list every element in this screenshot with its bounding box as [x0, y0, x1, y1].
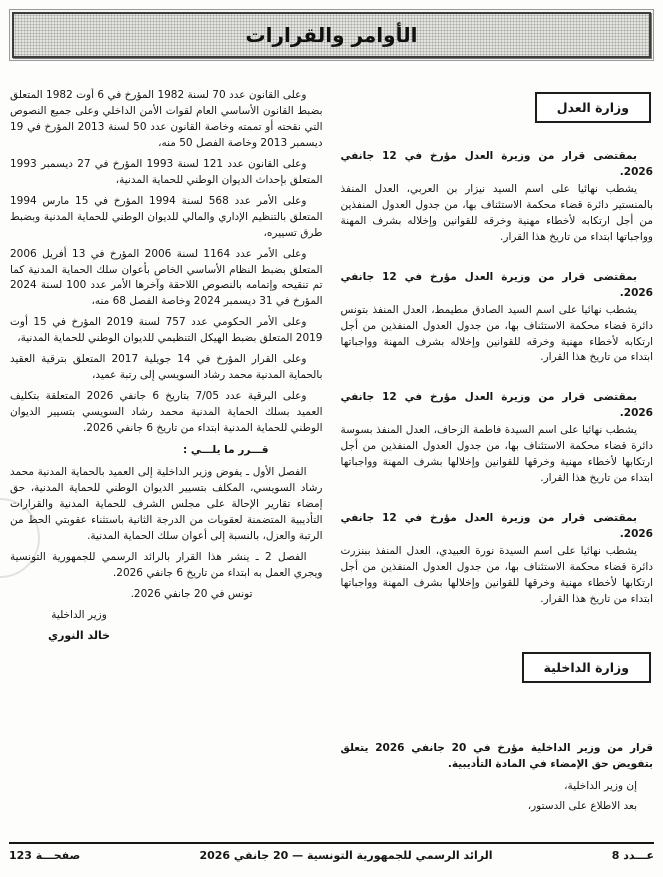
decree-body: يشطب نهائيا على اسم السيدة نورة العبيدي، العدل المنفذ ببنزرت دائرة قضاء محكمة الاستئناف بها، من جدول العدول المنفذين من أجل ارتكابها لأخطاء مهنية وخرقها للقوانين وإخلالها بشرف المهنة وواجباتها ابتداء من تاريخ هذا القرار.	[340, 545, 653, 605]
interior-preamble-line: بعد الاطلاع على الدستور،	[527, 799, 637, 812]
footer-publication-title: الرائد الرسمي للجمهورية التونسية — 20 جانفي 2026	[199, 849, 493, 862]
content-columns	[10, 88, 653, 833]
ministry-justice-box: وزارة العدل	[535, 92, 651, 123]
decree-heading: بمقتضى قرار من وزيرة العدل مؤرخ في 12 جانفي 2026.	[340, 512, 653, 541]
preamble-paragraph: وعلى القانون عدد 70 لسنة 1982 المؤرخ في 6 أوت 1982 المتعلق بضبط القانون الأساسي العام لقوات الأمن الداخلي وعلى جميع النصوص التي نقحته أو تممته وخاصة القانون عدد 50 لسنة 2013 المؤرخ في 19 ديسمبر 2013 وخاصة الفصل 50 منه،	[10, 89, 323, 149]
justice-decree-2	[341, 270, 654, 367]
decree-heading: بمقتضى قرار من وزيرة العدل مؤرخ في 12 جانفي 2026.	[340, 150, 653, 178]
article-body: يفوض وزير الداخلية إلى العميد بالحماية المدنية محمد رشاد السويسي، المكلف بتسيير الديوان الوطني للحماية المدنية، حق إمضاء تقارير الإحالة على مجلس الشرف للحماية المدنية والقرارات التأديبية المتضمنة لعقوبات من الدرجة الثانية باستثناء عقوبتي الحط من الرتبة والعزل، بالنسبة إلى أعوان سلك الحماية المدنية.	[10, 466, 323, 542]
footer-page-number: صفحـــة 123	[9, 849, 81, 862]
article-2	[10, 550, 323, 582]
signature-date-line: تونس في 20 جانفي 2026.	[130, 587, 253, 600]
footer-issue-number: عـــدد 8	[611, 849, 654, 862]
preamble-paragraph: وعلى الأمر الحكومي عدد 757 لسنة 2019 المؤرخ في 15 أوت 2019 المتعلق بضبط الهيكل التنظيمي للديوان الوطني للحماية المدنية،	[10, 316, 323, 345]
decree-body: يشطب نهائيا على اسم السيدة فاطمة الزحاف، العدل المنفذ بسوسة دائرة قضاء محكمة الاستئناف بها، من جدول العدول المنفذين من أجل ارتكابها لأخطاء مهنية وخرقها للقوانين وإخلالها بشرف المهنة وواجباتها ابتداء من تاريخ هذا القرار.	[340, 424, 653, 485]
preamble-paragraph: وعلى القرار المؤرخ في 14 جويلية 2017 المتعلق بترقية العقيد بالحماية المدنية محمد رشاد السويسي إلى رتبة عميد،	[10, 353, 323, 382]
banner-title: الأوامر والقرارات	[245, 23, 418, 47]
column-right	[341, 88, 654, 833]
article-body: ينشر هذا القرار بالرائد الرسمي للجمهورية التونسية ويجري العمل به ابتداء من تاريخ 6 جانفي 2026.	[10, 550, 323, 579]
section-banner-frame	[12, 12, 651, 58]
preamble-paragraph: وعلى البرقية عدد 7/05 بتاريخ 6 جانفي 2026 المتعلقة بتكليف العميد بسلك الحماية المدنية محمد رشاد السويسي بتسيير الديوان الوطني للحماية المدنية ابتداء من تاريخ 6 جانفي 2026.	[10, 390, 323, 435]
article-1	[10, 465, 323, 545]
decree-heading: بمقتضى قرار من وزيرة العدل مؤرخ في 12 جانفي 2026.	[340, 270, 653, 299]
signature-block	[10, 609, 323, 643]
preamble-paragraph: وعلى الأمر عدد 1164 لسنة 2006 المؤرخ في 13 أفريل 2006 المتعلق بضبط النظام الأساسي الخاص بأعوان سلك الحماية المدنية كما تم تنقيحه وإتمامه بالنصوص اللاحقة وآخرها الأمر عدد 100 لسنة 2024 المؤرخ في 31 ديسمبر 2024 وخاصة الفصل 68 منه،	[10, 247, 323, 308]
footer-rule	[9, 842, 654, 844]
column-left	[10, 88, 323, 833]
page-footer	[9, 849, 654, 862]
preamble-paragraph: وعلى القانون عدد 121 لسنة 1993 المؤرخ في 27 ديسمبر 1993 المتعلق بإحداث الديوان الوطني للحماية المدنية،	[10, 157, 323, 186]
decree-heading: بمقتضى قرار من وزيرة العدل مؤرخ في 12 جانفي 2026.	[340, 391, 653, 420]
signatory-title: وزير الداخلية	[51, 608, 107, 621]
justice-decree-1	[341, 149, 654, 246]
decree-body: يشطب نهائيا على اسم السيد نيزار بن العربي، العدل المنفذ بالمنستير دائرة قضاء محكمة الاستئناف بها، من جدول العدول المنفذين من أجل ارتكابه لأخطاء مهنية وخرقه للقوانين وإخلاله بشرف المهنة وواجباتها ابتداء من تاريخ هذا القرار.	[340, 182, 653, 243]
ministry-interior-box: وزارة الداخلية	[522, 652, 651, 683]
interior-preamble-line: إن وزير الداخلية،	[564, 779, 637, 792]
preamble-paragraph: وعلى الأمر عدد 568 لسنة 1994 المؤرخ في 15 مارس 1994 المتعلق بالتنظيم الإداري والمالي للديوان الوطني للحماية المدنية وبضبط طرق تسييره،	[10, 194, 323, 239]
section-banner	[9, 9, 654, 61]
article-lead: الفصل الأول ـ	[242, 466, 307, 479]
article-lead: الفصل 2 ـ	[249, 550, 307, 563]
decision-intro: قـــرر ما يلـــي :	[183, 444, 269, 457]
decree-body: يشطب نهائيا على اسم السيد الصادق مطيمط، العدل المنفذ بتونس دائرة قضاء محكمة الاستئناف بها، من جدول العدول المنفذين من أجل ارتكابه لأخطاء مهنية وخرقه للقوانين وإخلاله بشرف المهنة وواجباتها ابتداء من تاريخ هذا القرار.	[340, 303, 653, 364]
justice-decree-3	[341, 390, 654, 487]
justice-decree-4	[341, 511, 654, 608]
interior-decision-heading: قرار من وزير الداخلية مؤرخ في 20 جانفي 2026 يتعلق بتفويض حق الإمضاء في المادة التأديبية.	[340, 741, 653, 770]
signatory-name: خالد النوري	[48, 628, 111, 642]
